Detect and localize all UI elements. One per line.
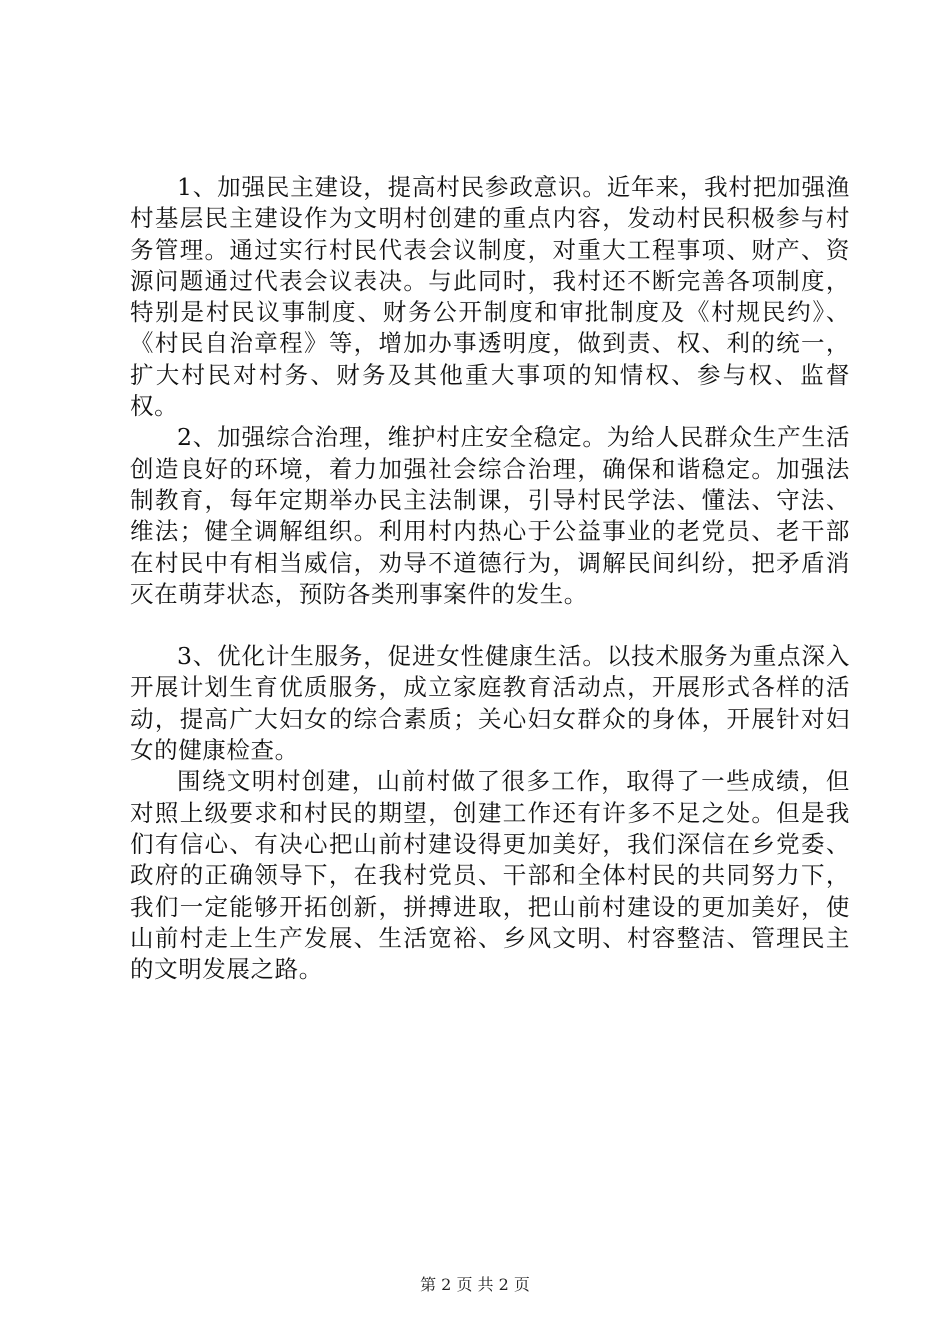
page-number-footer: 第 2 页 共 2 页 [420, 1275, 530, 1294]
paragraph-democracy: 1、加强民主建设，提高村民参政意识。近年来，我村把加强渔村基层民主建设作为文明村创建的重点内容，发动村民积极参与村务管理。通过实行村民代表会议制度，对重大工程事项、财产、资源问题通过代表会议表决。与此同时，我村还不断完善各项制度，特别是村民议事制度、财务公开制度和审批制度及《村规民约》、《村民自治章程》等，增加办事透明度，做到责、权、利的统一，扩大村民对村务、财务及其他重大事项的知情权、参与权、监督权。 [130, 173, 850, 421]
document-body [130, 172, 850, 985]
paragraph-governance: 2、加强综合治理，维护村庄安全稳定。为给人民群众生产生活创造良好的环境，着力加强社会综合治理，确保和谐稳定。加强法制教育，每年定期举办民主法制课，引导村民学法、懂法、守法、维法；健全调解组织。利用村内热心于公益事业的老党员、老干部在村民中有相当威信，劝导不道德行为，调解民间纠纷，把矛盾消灭在萌芽状态，预防各类刑事案件的发生。 [130, 423, 850, 608]
paragraph-conclusion: 围绕文明村创建，山前村做了很多工作，取得了一些成绩，但对照上级要求和村民的期望，创建工作还有许多不足之处。但是我们有信心、有决心把山前村建设得更加美好，我们深信在乡党委、政府的正确领导下，在我村党员、干部和全体村民的共同努力下，我们一定能够开拓创新，拼搏进取，把山前村建设的更加美好，使山前村走上生产发展、生活宽裕、乡风文明、村容整洁、管理民主的文明发展之路。 [130, 767, 850, 984]
paragraph-family-planning: 3、优化计生服务，促进女性健康生活。以技术服务为重点深入开展计划生育优质服务，成立家庭教育活动点，开展形式各样的活动，提高广大妇女的综合素质；关心妇女群众的身体，开展针对妇女的健康检查。 [130, 642, 850, 765]
